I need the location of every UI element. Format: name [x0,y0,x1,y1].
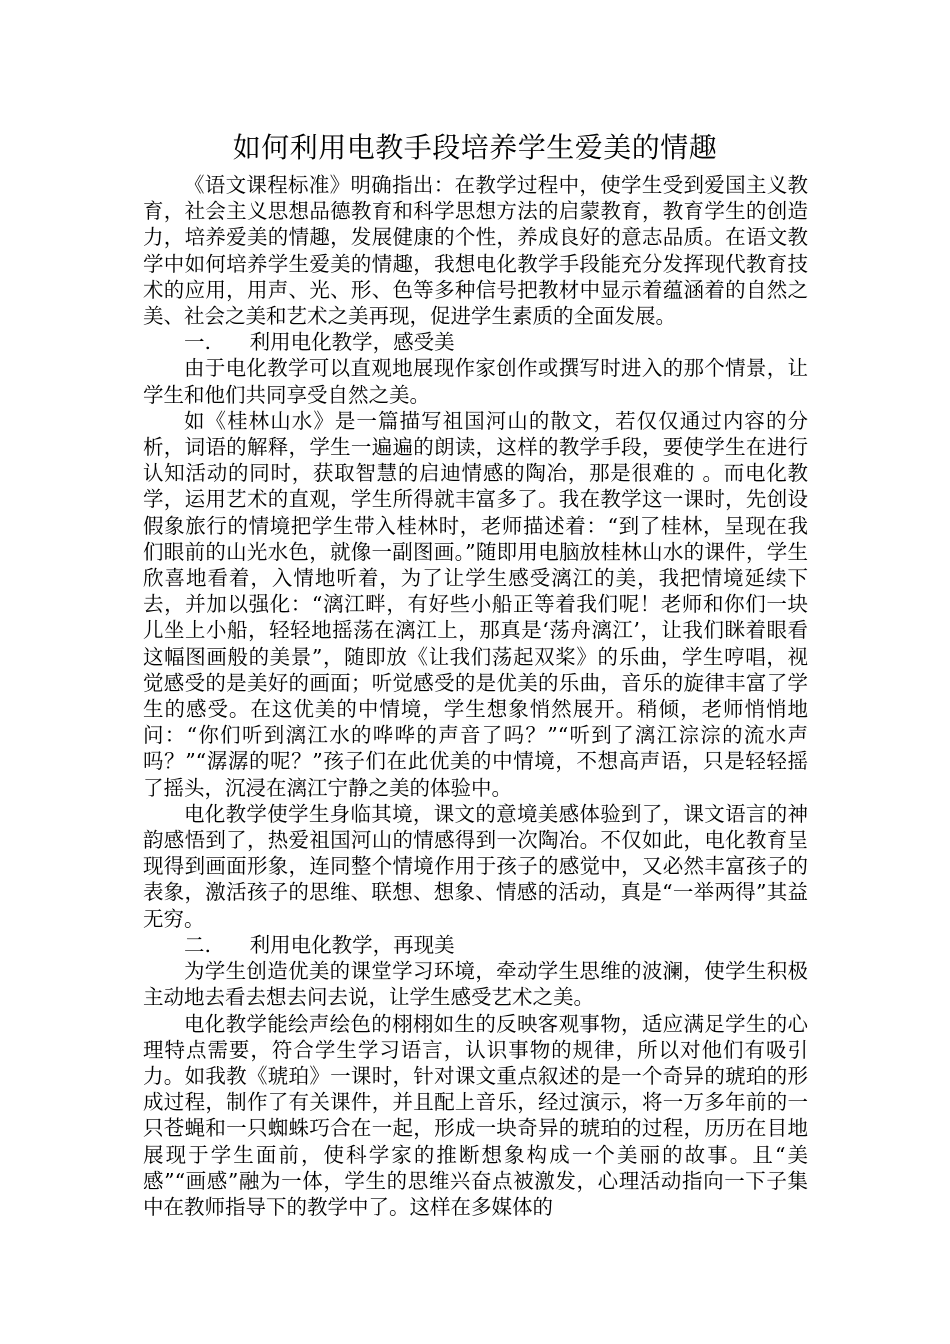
section-title: 利用电化教学，再现美 [249,932,455,957]
intro-paragraph: 《语文课程标准》明确指出：在教学过程中，使学生受到爱国主义教育，社会主义思想品德教育和科学思想方法的启蒙教育，教育学生的创造力，培养爱美的情趣，发展健康的个性，养成良好的意志品质。在语文教学中如何培养学生爱美的情趣，我想电化教学手段能充分发挥现代教育技术的应用，用声、光、形、色等多种信号把教材中显示着蕴涵着的自然之美、社会之美和艺术之美再现，促进学生素质的全面发展。 [143,173,808,329]
document-title: 如何利用电教手段培养学生爱美的情趣 [232,131,718,164]
document-body [143,172,808,1220]
section-title: 利用电化教学，感受美 [249,330,455,355]
body-paragraph: 为学生创造优美的课堂学习环境，牵动学生思维的波澜，使学生积极主动地去看去想去问去说，让学生感受艺术之美。 [143,959,808,1010]
body-paragraph: 如《桂林山水》是一篇描写祖国河山的散文，若仅仅通过内容的分析，词语的解释，学生一遍遍的朗读，这样的教学手段，要使学生在进行认知活动的同时，获取智慧的启迪情感的陶冶，那是很难的 。而电化教学，运用艺术的直观，学生所得就丰富多了。我在教学这一课时，先创设假象旅行的情境把学生带入桂林时，老师描述着：“到了桂林，呈现在我们眼前的山光水色，就像一副图画。”随即用电脑放桂林山水的课件，学生欣喜地看着，入情地听着，为了让学生感受漓江的美，我把情境延续下去，并加以强化：“漓江畔，有好些小船正等着我们呢！老师和你们一块儿坐上小船，轻轻地摇荡在漓江上，那真是‘荡舟漓江’，让我们眯着眼看这幅图画般的美景”，随即放《让我们荡起双桨》的乐曲，学生哼唱，视觉感受的是美好的画面；听觉感受的是优美的乐曲，音乐的旋律丰富了学生的感受。在这优美的中情境，学生想象悄然展开。稍倾，老师悄悄地问：“你们听到漓江水的哗哗的声音了吗？”“听到了漓江淙淙的流水声吗？”“潺潺的呢？”孩子们在此优美的中情境，不想高声语，只是轻轻摇了摇头，沉浸在漓江宁静之美的体验中。 [143,408,808,800]
section-heading-1 [143,329,808,355]
body-paragraph: 电化教学使学生身临其境，课文的意境美感体验到了，课文语言的神韵感悟到了，热爱祖国河山的情感得到一次陶冶。不仅如此，电化教育呈现得到画面形象，连同整个情境作用于孩子的感觉中，又必然丰富孩子的表象，激活孩子的思维、联想、想象、情感的活动，真是“一举两得”其益无穷。 [143,801,808,931]
section-number: 一. [184,330,212,355]
body-paragraph: 电化教学能绘声绘色的栩栩如生的反映客观事物，适应满足学生的心理特点需要，符合学生学习语言，认识事物的规律，所以对他们有吸引力。如我教《琥珀》一课时，针对课文重点叙述的是一个奇异的琥珀的形成过程，制作了有关课件，并且配上音乐，经过演示，将一万多年前的一只苍蝇和一只蜘蛛巧合在一起，形成一块奇异的琥珀的过程，历历在目地展现于学生面前，使科学家的推断想象构成一个美丽的故事。且“美感”“画感”融为一体，学生的思维兴奋点被激发，心理活动指向一下子集中在教师指导下的教学中了。这样在多媒体的 [143,1011,808,1219]
section-number: 二. [184,932,212,957]
body-paragraph: 由于电化教学可以直观地展现作家创作或撰写时进入的那个情景，让学生和他们共同享受自然之美。 [143,356,808,407]
section-heading-2 [143,932,808,958]
